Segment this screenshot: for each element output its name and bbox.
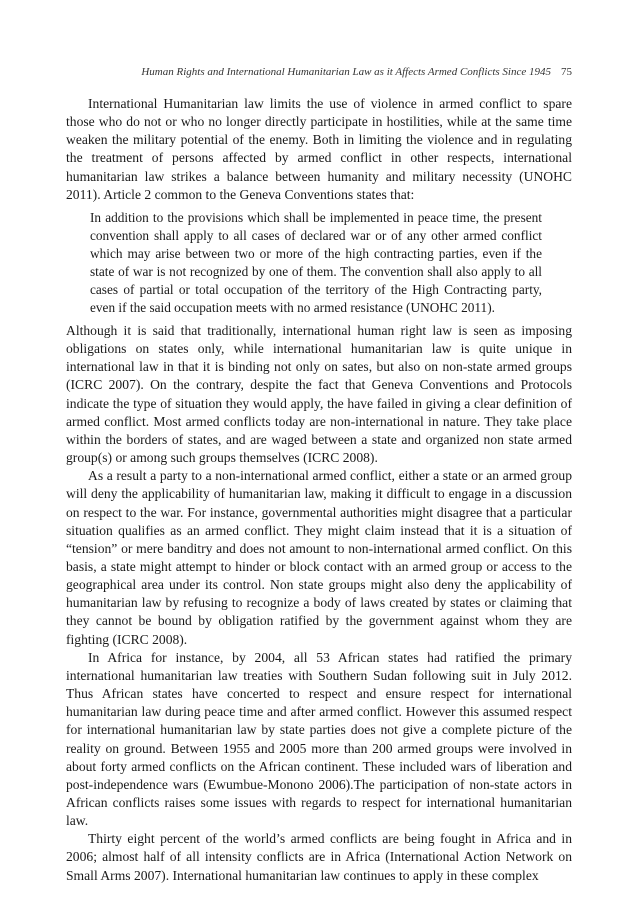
page-number: 75 — [561, 66, 572, 78]
running-title: Human Rights and International Humanitarian Law as it Affects Armed Conflicts Since 1945 — [141, 66, 551, 78]
block-quote: In addition to the provisions which shall be implemented in peace time, the present convention shall apply to all cases of declared war or of any other armed conflict which may arise between two or more of the high contracting parties, even if the state of war is not recognized by one of them. The convention shall also apply to all cases of partial or total occupation of the territory of the High Contracting party, even if the said occupation meets with no armed resistance (UNOHC 2011). — [90, 209, 542, 315]
paragraph-4: In Africa for instance, by 2004, all 53 African states had ratified the primary international humanitarian law treaties with Southern Sudan following suit in July 2012. Thus African states have concerted to respect and ensure respect for international humanitarian law during peace time and after armed conflict. However this assumed respect for international humanitarian law by state parties does not give a complete picture of the reality on ground. Between 1955 and 2005 more than 200 armed groups were involved in about forty armed conflicts on the African continent. These included wars of liberation and post-independence wars (Ewumbue-Monono 2006).The participation of non-state actors in African conflicts raises some issues with regards to respect for international humanitarian law. — [66, 649, 572, 829]
paragraph-3: As a result a party to a non-international armed conflict, either a state or an armed group will deny the applicability of humanitarian law, making it difficult to engage in a discussion on respect to the war. For instance, governmental authorities might disagree that a particular situation qualifies as an armed conflict. They might claim instead that it is a situation of “tension” or mere banditry and does not amount to non-international armed conflict. On this basis, a state might attempt to hinder or block contact with an armed group or access to the geographical area under its control. Non state groups might also deny the applicability of humanitarian law by refusing to recognize a body of laws created by states or claiming that they cannot be bound by obligation ratified by the government against whom they are fighting (ICRC 2008). — [66, 468, 572, 647]
running-header — [0, 66, 572, 78]
body-text — [66, 95, 572, 885]
paragraph-1: International Humanitarian law limits the use of violence in armed conflict to spare those who do not or who no longer directly participate in hostilities, while at the same time weaken the military potential of the enemy. Both in limiting the violence and in regulating the treatment of persons affected by armed conflict in other respects, international humanitarian law strikes a balance between humanity and military necessity (UNOHC 2011). Article 2 common to the Geneva Conventions states that: — [66, 96, 572, 202]
paragraph-2: Although it is said that traditionally, international human right law is seen as imposing obligations on states only, while international humanitarian law is quite unique in international law in that it is binding not only on sates, but also on non-state armed groups (ICRC 2007). On the contrary, despite the fact that Geneva Conventions and Protocols indicate the type of situation they would apply, the have failed in giving a clear definition of armed conflict. Most armed conflicts today are non-international in nature. They take place within the borders of states, and are waged between a state and organized non state armed group(s) or among such groups themselves (ICRC 2008). — [66, 322, 572, 466]
paragraph-5: Thirty eight percent of the world’s armed conflicts are being fought in Africa and in 2006; almost half of all intensity conflicts are in Africa (International Action Network on Small Arms 2007). International humanitarian law continues to apply in these complex — [66, 831, 572, 883]
